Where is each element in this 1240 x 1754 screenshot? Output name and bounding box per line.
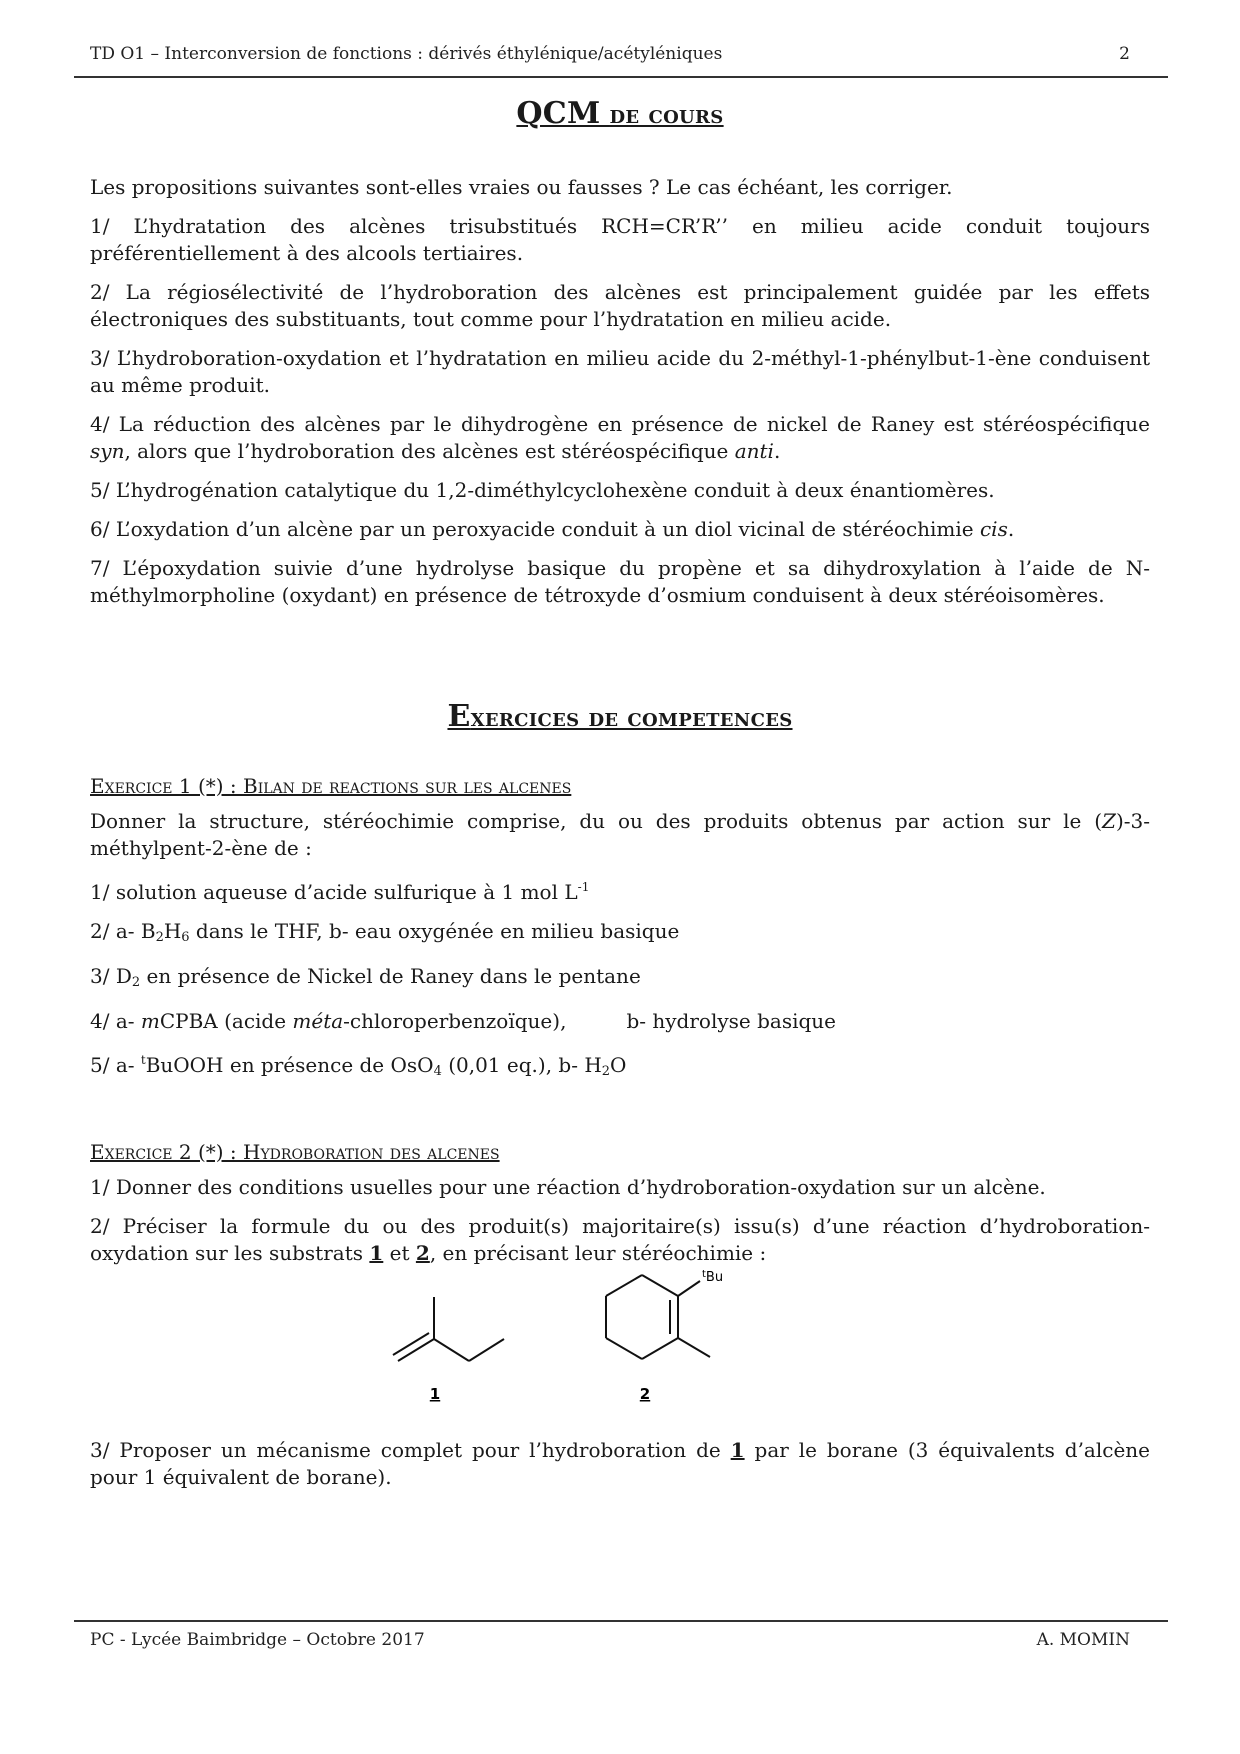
qcm-q6: 6/ L’oxydation d’un alcène par un peroxyacide conduit à un diol vicinal de stéréochimie cis. xyxy=(90,517,1015,541)
molecule-2-tbu-label: $^t$Bu xyxy=(702,1269,724,1285)
exercise-1-title: Exercice 1 (*) : Bilan de reactions sur les alcenes xyxy=(90,774,572,798)
qcm-q7: 7/ L’époxydation suivie d’une hydrolyse basique du propène et sa dihydroxylation à l’aide de N-méthylmorpholine (oxydant) en présence de tétroxyde d’osmium conduisent à deux stéréoisomères. xyxy=(90,556,1150,607)
molecule-1-structure xyxy=(393,1297,504,1361)
molecules-figure xyxy=(90,1267,1150,1437)
ex1-item2: 2/ a- $B_2H_6$ dans le THF, b- eau oxygénée en milieu basique xyxy=(90,919,680,945)
footer-author: A. MOMIN xyxy=(1036,1630,1130,1650)
qcm-q2: 2/ La régiosélectivité de l’hydroboration des alcènes est principalement guidée par les effets électroniques des substituants, tout comme pour l’hydratation en milieu acide. xyxy=(90,280,1150,331)
ex2-q3: 3/ Proposer un mécanisme complet pour l’hydroboration de 1 par le borane (3 équivalents d’alcène pour 1 équivalent de borane). xyxy=(90,1438,1151,1489)
molecule-2-label: 2 xyxy=(639,1385,651,1403)
footer-rule xyxy=(74,1620,1168,1622)
molecule-2-structure xyxy=(606,1275,710,1359)
footer-left: PC - Lycée Baimbridge – Octobre 2017 xyxy=(90,1630,425,1650)
ex2-q1: 1/ Donner des conditions usuelles pour une réaction d’hydroboration-oxydation sur un alcène. xyxy=(90,1175,1046,1199)
header-title: TD O1 – Interconversion de fonctions : dérivés éthylénique/acétyléniques xyxy=(90,44,723,64)
page-number: 2 xyxy=(1119,44,1130,64)
document-body xyxy=(90,96,1151,1491)
ex1-item5: 5/ a- $^t$BuOOH en présence de OsO$_4$ (0,01 eq.), b- $H_2O$ xyxy=(90,1053,627,1079)
ex1-item3: 3/ $D_2$ en présence de Nickel de Raney dans le pentane xyxy=(90,964,641,990)
molecules-svg xyxy=(90,1267,1150,1437)
page-header xyxy=(90,44,1150,64)
qcm-q5: 5/ L’hydrogénation catalytique du 1,2-diméthylcyclohexène conduit à deux énantiomères. xyxy=(90,478,995,502)
competences-title: Exercices de competences xyxy=(447,699,793,734)
ex2-q2: 2/ Préciser la formule du ou des produit(s) majoritaire(s) issu(s) d’une réaction d’hydroboration-oxydation sur les substrats 1 et 2, en précisant leur stéréochimie : xyxy=(90,1214,1150,1265)
exercise-2-title: Exercice 2 (*) : Hydroboration des alcenes xyxy=(90,1140,500,1164)
ex1-item1: 1/ solution aqueuse d’acide sulfurique à 1 mol $L^{-1}$ xyxy=(90,880,590,904)
ex1-intro: Donner la structure, stéréochimie comprise, du ou des produits obtenus par action sur le (Z)-3-méthylpent-2-ène de : xyxy=(90,809,1150,860)
qcm-title: QCM de cours xyxy=(516,96,724,131)
qcm-intro: Les propositions suivantes sont-elles vraies ou fausses ? Le cas échéant, les corriger. xyxy=(90,175,953,199)
header-rule xyxy=(74,76,1168,78)
molecule-1-label: 1 xyxy=(429,1385,441,1403)
qcm-q4: 4/ La réduction des alcènes par le dihydrogène en présence de nickel de Raney est stéréospécifique syn, alors que l’hydroboration des alcènes est stéréospécifique anti. xyxy=(90,412,1150,463)
qcm-q3: 3/ L’hydroboration-oxydation et l’hydratation en milieu acide du 2-méthyl-1-phénylbut-1-ène conduisent au même produit. xyxy=(90,346,1150,397)
page-footer xyxy=(90,1630,1150,1650)
qcm-q1: 1/ L’hydratation des alcènes trisubstitués RCH=CR’R’’ en milieu acide conduit toujours préférentiellement à des alcools tertiaires. xyxy=(90,214,1150,265)
ex1-item4: 4/ a- mCPBA (acide méta-chloroperbenzoïque), b- hydrolyse basique xyxy=(90,1009,836,1033)
